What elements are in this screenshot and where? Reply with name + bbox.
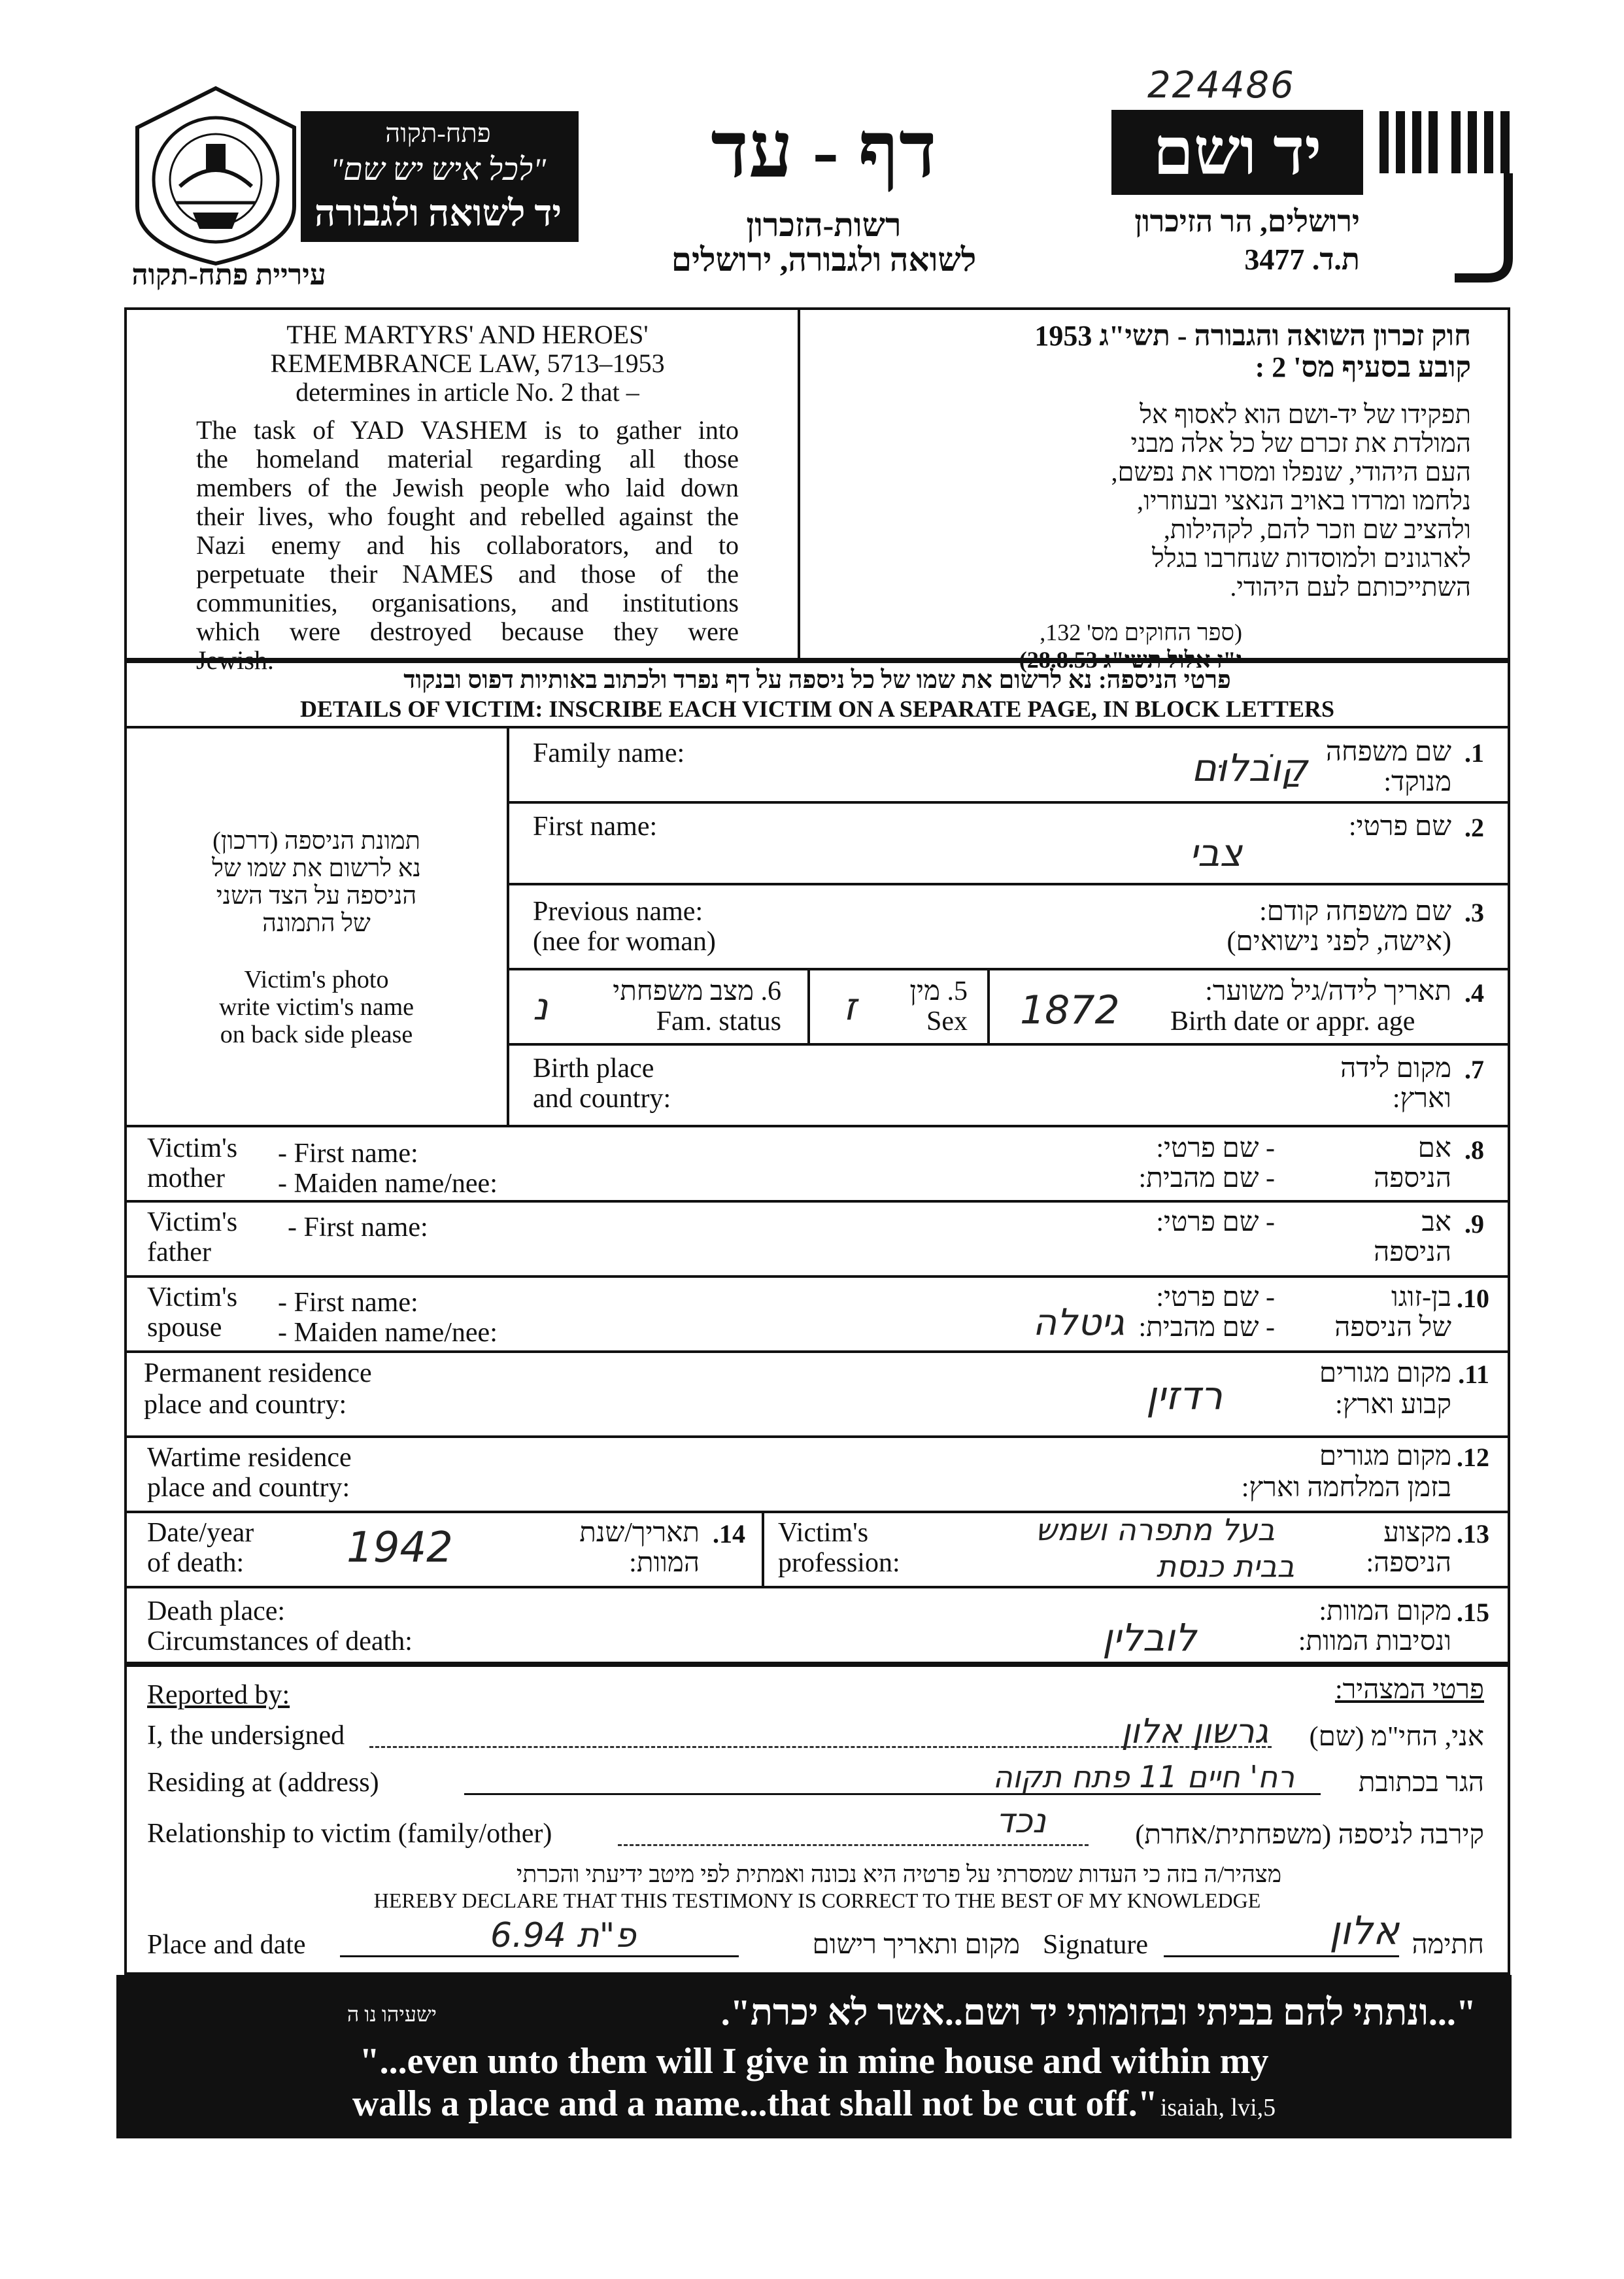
field-14-label-he: תאריך/שנת (579, 1518, 700, 1548)
field-1-label-en: Family name: (533, 738, 685, 768)
field-3-label-he-2: (אישה, לפני נישואים) (1226, 927, 1451, 957)
undersigned-label: I, the undersigned (147, 1721, 345, 1751)
victim-details-header-he: פרטי הניספה: נא לרשום את שמו של כל ניספה על דף נפרד ולכתוב באותיות דפוס ובנקוד (403, 666, 1231, 694)
field-8-number: 8. (1464, 1135, 1484, 1165)
field-2-number: 2. (1464, 813, 1484, 842)
field-11-label-en-2: place and country: (144, 1390, 347, 1420)
field-12-label-he-2: בזמן המלחמה וארץ: (1241, 1473, 1451, 1503)
divider (987, 968, 990, 1043)
divider (124, 1350, 1510, 1353)
divider (507, 883, 1510, 885)
photo-instruction-en: Victim's photo (244, 966, 389, 993)
place-date-label-he: מקום ותאריך רישום (812, 1930, 1020, 1960)
declaration-he: מצהיר/ה בזה כי העדות שמסרתי על פרטיה היא נכונה ואמתית לפי מיטב ידיעתי והכרתי (516, 1861, 1282, 1887)
field-7-label-en: Birth place (533, 1054, 654, 1084)
quote-en-2 (116, 2083, 1512, 2125)
field-6-label-he: 6. מצב משפחתי (613, 976, 781, 1006)
divider (124, 1586, 1510, 1588)
law-he-title-2: קובע בסעיף מס' 2 : (1255, 351, 1471, 383)
field-13-label-en: Victim's (778, 1518, 869, 1548)
field-8-label-he-2: הניספה (1374, 1163, 1451, 1193)
law-he-line: תפקידו של יד-ושם הוא לאסוף אל (1140, 400, 1471, 429)
permanent-residence-input[interactable]: רדזין (1145, 1373, 1223, 1419)
field-10-label-en-2: spouse (147, 1312, 222, 1343)
reporter-title-he: פרטי המצהיר: (1334, 1675, 1484, 1705)
page-subtitle-2: לשואה ולגבורה, ירושלים (671, 241, 977, 278)
memorial-name: יד לשואה ולגבורה (314, 194, 562, 234)
field-7-label-he: מקום לידה (1340, 1054, 1451, 1084)
law-en-title-3: determines in article No. 2 that – (296, 377, 639, 407)
field-3-label-he: שם משפחה קודם: (1259, 897, 1451, 927)
field-2-label-he: שם פרטי: (1348, 812, 1451, 842)
field-12-label-en-2: place and country: (147, 1473, 350, 1503)
field-8-label-he: אם (1417, 1133, 1451, 1163)
family-name-input[interactable]: קַוֹבלוּם (1191, 745, 1308, 790)
field-1-label-he: שם משפחה (1325, 737, 1451, 767)
relationship-label: Relationship to victim (family/other) (147, 1819, 552, 1849)
field-2-label-en: First name: (533, 812, 658, 842)
field-15-label-he-2: ונסיבות המוות: (1298, 1626, 1451, 1656)
field-14-number: 14. (713, 1519, 745, 1549)
city-name: פתח-תקוה (385, 118, 491, 148)
father-name-input[interactable] (588, 1208, 1046, 1267)
law-hebrew (843, 320, 1471, 674)
field-10-label-he: בן-זוגו (1391, 1282, 1451, 1312)
yad-vashem-pobox: ת.ד. 3477 (1244, 243, 1360, 276)
photo-instruction-he: נא לרשום את שמו של (212, 855, 421, 882)
page-title: דף - עד (711, 107, 937, 194)
field-8-maiden-en: - Maiden name/nee: (278, 1169, 498, 1199)
photo-instruction-he: הניספה על הצד השני (216, 882, 417, 910)
field-14-label-he-2: המוות: (629, 1548, 700, 1578)
field-12-label-he: מקום מגורים (1319, 1441, 1451, 1471)
birth-place-input[interactable] (752, 1053, 1144, 1112)
divider (507, 1043, 1510, 1046)
field-13-number: 13. (1457, 1519, 1489, 1549)
field-9-number: 9. (1464, 1209, 1484, 1239)
law-en-line: their lives, who fought and rebelled against the (196, 502, 739, 531)
address-label: Residing at (address) (147, 1768, 379, 1798)
field-10-first-he: - שם פרטי: (1156, 1282, 1275, 1312)
field-8-label-en-2: mother (147, 1163, 225, 1193)
field-11-label-en: Permanent residence (144, 1358, 372, 1388)
photo-instruction-he: תמונת הניספה (דרכון) (212, 827, 420, 855)
undersigned-label-he: אני, החי"מ (שם) (1309, 1722, 1484, 1752)
field-15-number: 15. (1457, 1598, 1489, 1627)
signature-line (1164, 1955, 1399, 1957)
quote-en-line-2: walls a place and a name...that shall not be cut off." (352, 2083, 1158, 2124)
law-en-line: Jewish. (196, 645, 274, 675)
field-8-label-en: Victim's (147, 1133, 238, 1163)
law-he-line: ולהציב שם וזכר להם, לקהילות, (1163, 515, 1471, 544)
field-3-label-en: Previous name: (533, 897, 703, 927)
field-4-label-en: Birth date or appr. age (1170, 1006, 1415, 1037)
field-14-label-en: Date/year (147, 1518, 254, 1548)
field-4-label-he: תאריך לידה/גיל משוער: (1205, 976, 1451, 1006)
law-he-line: העם היהודי, שנפלו ומסרו את נפשם, (1111, 457, 1471, 487)
page-subtitle: רשות-הזכרון (746, 207, 902, 243)
divider (124, 1511, 1510, 1513)
photo-instruction-en: on back side please (220, 1021, 413, 1048)
signature-label-he: חתימה (1412, 1930, 1484, 1960)
divider (762, 1511, 764, 1586)
field-10-first-en: - First name: (278, 1288, 418, 1318)
victim-details-header-en: DETAILS OF VICTIM: INSCRIBE EACH VICTIM ON A SEPARATE PAGE, IN BLOCK LETTERS (300, 696, 1334, 722)
law-he-line: המולדת את זכרם של כל אלה מבני (1130, 428, 1471, 458)
field-7-number: 7. (1464, 1055, 1484, 1084)
field-9-label-he-2: הניספה (1374, 1237, 1451, 1267)
yad-vashem-logo-text: יד ושם (1111, 110, 1363, 195)
field-1-number: 1. (1464, 738, 1484, 768)
first-name-input[interactable]: צבי (1189, 831, 1242, 875)
divider (807, 968, 810, 1043)
law-he-ref-2: י"ז אלול תשי"ג 28.8.53) (1019, 647, 1242, 673)
relationship-line (618, 1844, 1089, 1846)
quote-en: "...even unto them will I give in mine house and within my (359, 2041, 1269, 2082)
law-he-line: השתייכותם לעם היהודי. (1230, 572, 1471, 602)
field-10-number: 10. (1457, 1284, 1489, 1313)
field-11-label-he: מקום מגורים (1319, 1358, 1451, 1388)
field-10-label-en: Victim's (147, 1282, 238, 1312)
sex-input[interactable]: ז (843, 984, 857, 1029)
reporter-address-input[interactable]: רח' חיים 11 פתח תקוה (992, 1759, 1294, 1794)
divider (507, 801, 1510, 804)
field-15-label-en-2: Circumstances of death: (147, 1626, 413, 1656)
quote-en-ref: isaiah, lvi,5 (1160, 2094, 1276, 2121)
law-en-title-2: REMEMBRANCE LAW, 5713–1953 (270, 349, 665, 378)
previous-name-input[interactable] (785, 902, 1098, 955)
signature-label: Signature (1043, 1930, 1148, 1960)
law-english (196, 320, 739, 675)
field-9-label-en-2: father (147, 1237, 211, 1267)
law-divider (798, 307, 800, 660)
photo-area[interactable] (127, 728, 506, 1123)
relationship-label-he: קירבה לניספה (משפחתית/אחרת) (1135, 1820, 1484, 1850)
divider (124, 1435, 1510, 1438)
field-13-label-he: מקצוע (1383, 1518, 1451, 1548)
field-15-label-he: מקום המוות: (1319, 1596, 1451, 1626)
place-date-line (340, 1955, 739, 1957)
field-5-label-en: Sex (926, 1006, 968, 1037)
law-en-line: the homeland material regarding all those (196, 444, 739, 473)
address-label-he: הגר בכתובת (1358, 1768, 1484, 1798)
field-6-label-en: Fam. status (656, 1006, 781, 1037)
city-caption: עיריית פתח-תקוה (131, 259, 326, 291)
reporter-name-input[interactable]: גרשון אלון (1121, 1712, 1268, 1751)
field-13-label-he-2: הניספה: (1366, 1548, 1451, 1578)
law-en-line: communities, organisations, and institutions (196, 588, 739, 617)
field-11-number: 11. (1458, 1360, 1489, 1389)
field-10-maiden-he: - שם מהבית: (1138, 1312, 1275, 1343)
memorial-motto-box (301, 111, 579, 242)
signature-input[interactable]: אלון (1329, 1908, 1399, 1954)
city-seal-icon (127, 82, 304, 268)
field-10-maiden-en: - Maiden name/nee: (278, 1318, 498, 1348)
death-place-input[interactable]: לובלין (1102, 1615, 1196, 1660)
quote-he-ref: ישעיהו נו ה (347, 2002, 437, 2026)
yad-vashem-address: ירושלים, הר הזיכרון (1134, 205, 1360, 238)
law-en-title: THE MARTYRS' AND HEROES' (286, 320, 649, 349)
law-en-line: Nazi enemy and his collaborators, and to (196, 530, 739, 560)
place-date-label: Place and date (147, 1930, 306, 1960)
place-date-input[interactable]: 6.94 פ"ת (490, 1916, 636, 1955)
field-10-label-he-2: של הניספה (1334, 1312, 1451, 1343)
profession-input[interactable]: בעל מתפרה ושמש (1036, 1512, 1275, 1547)
family-status-input[interactable]: נ (533, 984, 549, 1029)
profession-input-2[interactable]: בבית כנסת (1156, 1549, 1294, 1584)
field-14-label-en-2: of death: (147, 1548, 245, 1578)
law-en-line: perpetuate their NAMES and those of the (196, 559, 739, 589)
field-9-label-he: אב (1421, 1207, 1451, 1237)
reported-by-label: Reported by: (147, 1680, 290, 1710)
birth-date-input[interactable]: 1872 (1020, 987, 1120, 1033)
field-3-number: 3. (1464, 898, 1484, 927)
declaration-en: HEREBY DECLARE THAT THIS TESTIMONY IS CORRECT TO THE BEST OF MY KNOWLEDGE (373, 1889, 1261, 1912)
field-15-label-en: Death place: (147, 1596, 286, 1626)
field-13-label-en-2: profession: (778, 1548, 900, 1578)
law-he-title: חוק זכרון השואה והגבורה - תשי"ג 1953 (1034, 320, 1471, 352)
death-date-input[interactable]: 1942 (347, 1524, 453, 1572)
law-en-line: members of the Jewish people who laid down (196, 473, 739, 502)
field-5-label-he: 5. מין (909, 976, 968, 1006)
relationship-input[interactable]: נכד (996, 1802, 1046, 1841)
law-he-line: לארגונים ולמוסדות שנחרבו בגלל (1152, 543, 1471, 573)
yad-vashem-emblem-icon (1376, 108, 1442, 180)
divider (124, 1200, 1510, 1203)
yad-vashem-emblem-icon (1448, 108, 1514, 291)
field-9-label-en: Victim's (147, 1207, 238, 1237)
divider (124, 1275, 1510, 1278)
photo-divider (507, 726, 509, 1125)
law-en-line: The task of YAD VASHEM is to gather into (196, 415, 739, 445)
divider (507, 968, 1510, 970)
field-9-first-en: - First name: (288, 1212, 428, 1242)
field-1-label-he-2: מנוקד: (1383, 767, 1451, 797)
photo-instruction-he: של התמונה (262, 910, 371, 937)
wartime-residence-input[interactable] (458, 1445, 1144, 1504)
field-9-first-he: - שם פרטי: (1156, 1207, 1275, 1237)
law-he-line: נלחמו ומרדו באויב הנאצי ובעוזריו, (1136, 486, 1471, 515)
field-3-label-en-2: (nee for woman) (533, 927, 716, 957)
law-en-line: which were destroyed because they were (196, 617, 739, 646)
field-11-label-he-2: קבוע וארץ: (1335, 1390, 1451, 1420)
field-4-number: 4. (1464, 978, 1484, 1008)
spouse-maiden-input[interactable]: גיטלה (1032, 1301, 1125, 1344)
mother-name-input[interactable] (588, 1135, 1046, 1193)
quote-banner (116, 1975, 1512, 2138)
field-8-maiden-he: - שם מהבית: (1138, 1163, 1275, 1193)
field-7-label-en-2: and country: (533, 1084, 671, 1114)
field-8-first-en: - First name: (278, 1139, 418, 1169)
law-he-ref: (ספר החוקים מס' 132, (1040, 619, 1242, 645)
field-8-first-he: - שם פרטי: (1156, 1133, 1275, 1163)
field-12-number: 12. (1457, 1443, 1489, 1472)
motto: "לכל איש יש שם" (330, 152, 547, 187)
quote-he: "...ונתתי להם בביתי ובחומותי יד ושם..אשר לא יכרת". (720, 1993, 1476, 2033)
divider (124, 1125, 1510, 1127)
field-7-label-he-2: וארץ: (1392, 1084, 1451, 1114)
field-12-label-en: Wartime residence (147, 1443, 352, 1473)
archive-number: 224486 (1147, 64, 1295, 107)
photo-instruction-en: write victim's name (218, 993, 414, 1021)
